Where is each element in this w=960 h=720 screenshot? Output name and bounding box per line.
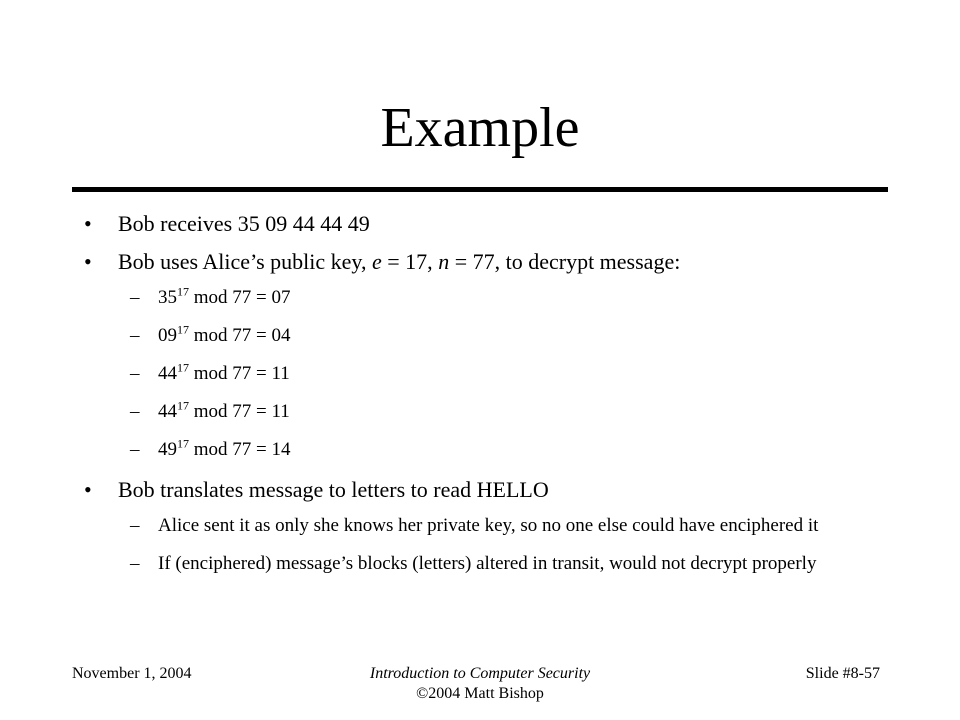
- equation-base: 35: [158, 287, 177, 308]
- dash-marker: –: [130, 439, 140, 460]
- equation-base: 44: [158, 363, 177, 384]
- equation-exponent: 17: [177, 398, 189, 413]
- sub-bullet-item: [72, 552, 892, 576]
- equation: [158, 436, 291, 460]
- slide-title: Example: [380, 97, 580, 159]
- slide-body: [72, 210, 892, 590]
- bullet-marker: •: [84, 477, 92, 502]
- variable-e: e: [372, 249, 382, 274]
- sub-bullet-item: [72, 362, 892, 386]
- footer-copyright: ©2004 Matt Bishop: [416, 685, 544, 702]
- equation-exponent: 17: [177, 322, 189, 337]
- sub-bullet-item: [72, 286, 892, 310]
- equation-base: 09: [158, 325, 177, 346]
- footer-slide-number: Slide #8-57: [805, 665, 880, 682]
- bullet-item: [72, 476, 892, 504]
- sub-bullet-text: If (enciphered) message’s blocks (letters) altered in transit, would not decrypt properly: [158, 553, 817, 574]
- equation: [158, 284, 291, 308]
- equation-base: 44: [158, 401, 177, 422]
- dash-marker: –: [130, 287, 140, 308]
- dash-marker: –: [130, 553, 140, 574]
- equation-result: mod 77 = 11: [189, 401, 290, 422]
- equation-result: mod 77 = 11: [189, 363, 290, 384]
- sub-bullet-item: [72, 514, 892, 538]
- equation-exponent: 17: [177, 284, 189, 299]
- equation: [158, 322, 291, 346]
- equation-base: 49: [158, 439, 177, 460]
- equation: [158, 398, 290, 422]
- title-divider: [72, 187, 888, 192]
- text-part: = 77, to decrypt message:: [449, 249, 681, 274]
- bullet-text: Bob receives 35 09 44 44 49: [118, 211, 370, 236]
- footer-course-title: Introduction to Computer Security: [369, 665, 591, 682]
- equation-exponent: 17: [177, 360, 189, 375]
- bullet-text: Bob translates message to letters to read HELLO: [118, 477, 549, 502]
- sub-bullet-item: [72, 438, 892, 462]
- equation-result: mod 77 = 07: [189, 287, 291, 308]
- equation-result: mod 77 = 04: [189, 325, 291, 346]
- variable-n: n: [438, 249, 450, 274]
- sub-bullet-text: Alice sent it as only she knows her private key, so no one else could have enciphered it: [158, 515, 819, 536]
- dash-marker: –: [130, 515, 140, 536]
- dash-marker: –: [130, 325, 140, 346]
- bullet-marker: •: [84, 211, 92, 236]
- sub-bullet-item: [72, 400, 892, 424]
- bullet-marker: •: [84, 249, 92, 274]
- footer-date: November 1, 2004: [72, 665, 192, 682]
- dash-marker: –: [130, 401, 140, 422]
- bullet-item: [72, 210, 892, 238]
- equation-exponent: 17: [177, 436, 189, 451]
- text-part: Bob uses Alice’s public key,: [118, 249, 372, 274]
- sub-bullet-item: [72, 324, 892, 348]
- text-part: = 17,: [381, 249, 439, 274]
- equation: [158, 360, 290, 384]
- bullet-item: [72, 248, 892, 276]
- equation-result: mod 77 = 14: [189, 439, 291, 460]
- dash-marker: –: [130, 363, 140, 384]
- bullet-text: [118, 249, 680, 274]
